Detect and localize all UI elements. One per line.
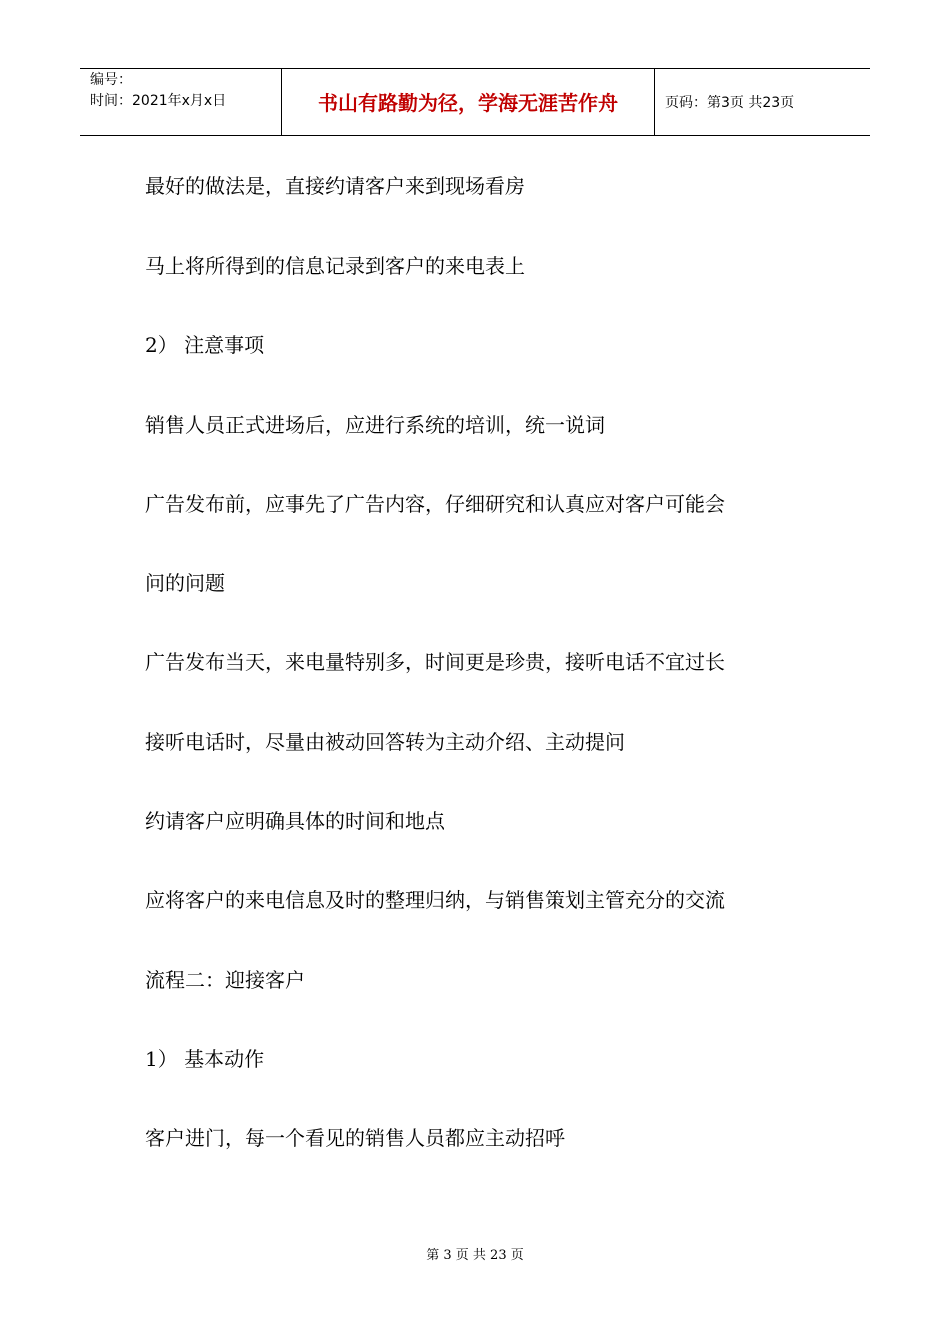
body-paragraph: 销售人员正式进场后，应进行系统的培训，统一说词 — [145, 413, 605, 437]
header-page-cell — [655, 69, 870, 135]
document-number-label: 编号： — [90, 72, 132, 88]
header-motto-cell — [281, 69, 655, 135]
header-motto: 书山有路勤为径，学海无涯苦作舟 — [318, 91, 618, 115]
section-heading: 1） 基本动作 — [145, 1047, 265, 1071]
document-header — [80, 68, 870, 136]
body-paragraph: 约请客户应明确具体的时间和地点 — [145, 809, 445, 833]
page-footer: 第 3 页 共 23 页 — [426, 1248, 524, 1263]
body-paragraph: 应将客户的来电信息及时的整理归纳，与销售策划主管充分的交流 — [145, 888, 725, 912]
header-meta-cell — [80, 69, 281, 135]
document-time-label: 时间：2021年x月x日 — [90, 93, 227, 109]
body-paragraph: 广告发布当天，来电量特别多，时间更是珍贵，接听电话不宜过长 — [145, 650, 725, 674]
body-paragraph: 接听电话时，尽量由被动回答转为主动介绍、主动提问 — [145, 730, 625, 754]
body-paragraph: 马上将所得到的信息记录到客户的来电表上 — [145, 254, 525, 278]
section-heading: 2） 注意事项 — [145, 333, 265, 357]
body-paragraph: 最好的做法是，直接约请客户来到现场看房 — [145, 174, 525, 198]
body-paragraph: 问的问题 — [145, 571, 225, 595]
body-paragraph: 广告发布前，应事先了广告内容，仔细研究和认真应对客户可能会 — [145, 492, 725, 516]
process-heading: 流程二：迎接客户 — [145, 968, 305, 992]
body-paragraph: 客户进门，每一个看见的销售人员都应主动招呼 — [145, 1126, 565, 1150]
header-page-code: 页码：第3页 共23页 — [665, 95, 795, 111]
